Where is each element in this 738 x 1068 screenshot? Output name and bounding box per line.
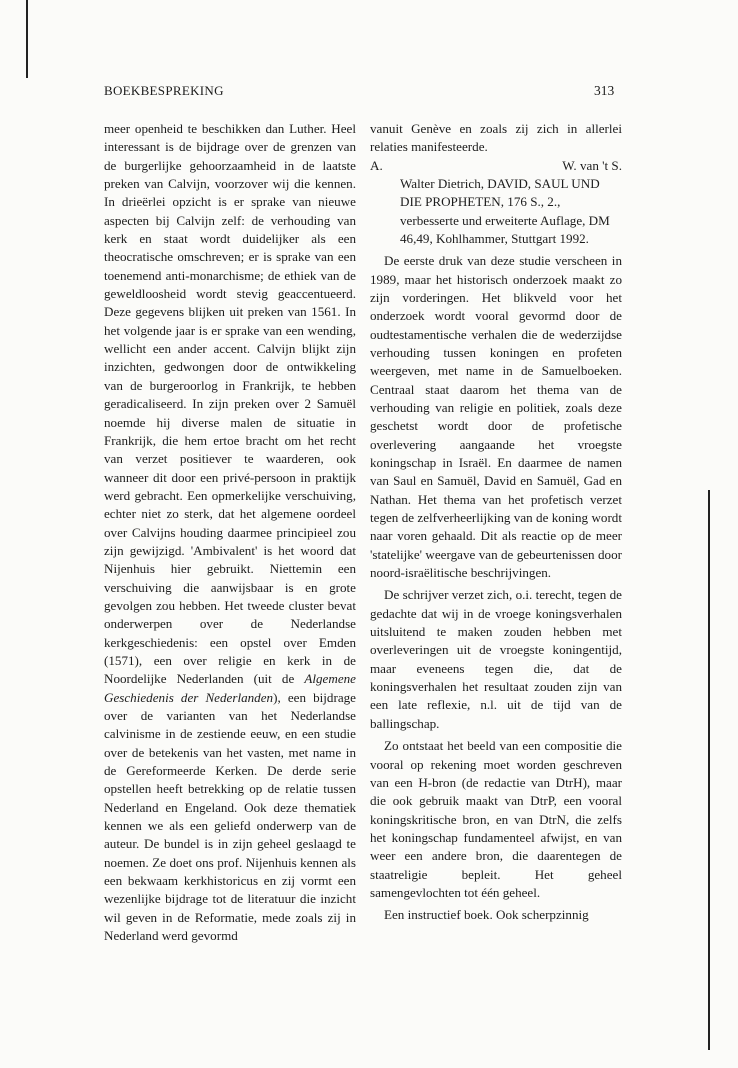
review-paragraph: Zo ontstaat het beeld van een compositie die vooral op rekening moet worden geschreven van een H-bron (de redactie van DtrH), maar die ook gebruik maakt van DtrP, een vooral koningskritische bron, en van DtrN, die zelfs het koningschap fundamenteel afwijst, en van weer een andere bron, die daarentegen de staatreligie bepleit. Het geheel samengevlochten tot één geheel. [370, 738, 622, 900]
page-edge-line [26, 0, 28, 78]
running-title: BOEKBESPREKING [104, 83, 224, 98]
signature-name: W. van 't S. [562, 157, 622, 173]
left-column [104, 120, 356, 945]
text-run: meer openheid te beschikken dan Luther. Heel interessant is de bijdrage over de grenzen van de burgerlijke gehoorzaamheid in de laatste preken van Calvijn, voorzover wij die kennen. In drieërlei opzicht is er sprake van nieuwe aspecten bij Calvijn zelf: de verhouding van kerk en staat wordt duidelijker als een theocratische omschreven; er is sprake van een toenemend anti-monarchisme; de ethiek van de geweldloosheid wordt stevig geaccentueerd. Deze gegevens blijken uit preken van 1561. In het volgende jaar is er sprake van een wending, wellicht een ander accent. Calvijn blijkt zijn inzichten, gedwongen door de ontwikkeling van de burgeroorlog in Frankrijk, te hebben geradicaliseerd. In zijn preken over 2 Samuël noemde hij diverse malen de situatie in Frankrijk, die hem ertoe bracht om het recht van verzet positiever te waarderen, ook wanneer dit door een privé-persoon in praktijk werd gebracht. Een opmerkelijke verschuiving, echter niet zo sterk, dat het algemene oordeel over Calvijns houding daarmee principieel zou zijn gewijzigd. 'Ambivalent' is het woord dat Nijenhuis hier gebruikt. Niettemin een verschuiving die aanwijsbaar is en grote gevolgen zou hebben. Het tweede cluster bevat onderwerpen over de Nederlandse kerkgeschiedenis: een opstel over Emden (1571), een over religie en kerk in de Noordelijke Nederlanden (uit de [104, 121, 356, 687]
binding-edge-line [708, 490, 710, 1050]
continuation-paragraph: vanuit Genève en zoals zij zich in allerlei relaties manifesteerde. [370, 121, 622, 155]
italic-title: Algemene Geschiedenis der Nederlanden [104, 671, 356, 705]
review-paragraph [104, 120, 356, 945]
review-signature [370, 157, 622, 175]
review-paragraph: De schrijver verzet zich, o.i. terecht, tegen de gedachte dat wij in de vroege koningsverhalen uitsluitend te maken zouden hebben met overleveringen uit de vroegste koningentijd, maar eveneens tegen die, dat de koningsverhalen het resultaat zouden zijn van een late reflexie, n.l. uit de tijd van de ballingschap. [370, 587, 622, 731]
review-paragraph: Een instructief boek. Ook scherpzinnig [384, 907, 589, 923]
review-paragraph: De eerste druk van deze studie verscheen in 1989, maar het historisch onderzoek maakt zo zijn vorderingen. Het blikveld voor het onderzoek wordt vooral gevormd door de oudtestamentische verhalen die de wederzijdse verhouding tussen koningen en profeten weergeven, met name in de Samuelboeken. Centraal staat daarom het thema van de verhouding van religie en politiek, zoals deze geschetst wordt door de profetische overlevering aangaande het vroegste koningschap in Israël. En daarmee de namen van Saul en Samuël, David en Samuël, Gad en Nathan. Het thema van het profetisch verzet tegen de zelfverheerlijking van de koning wordt naar voren gehaald. Dit als reactie op de meer 'statelijke' weergave van de gebeurtenissen door noord-israëlitische beschrijvingen. [370, 253, 622, 581]
signature-place: A. [370, 157, 383, 173]
text-run: ), een bijdrage over de varianten van het Nederlandse calvinisme in de zestiende eeuw, en een studie over de betekenis van het vasten, met name in de Gereformeerde Kerken. De derde serie opstellen heeft betrekking op de relatie tussen Nederland en Engeland. Ook deze thematiek kennen we als een geliefd onderwerp van de auteur. De bundel is in zijn geheel geslaagd te noemen. Ze doet ons prof. Nijenhuis kennen als een bekwaam kerkhistoricus en zij vormt een wezenlijke bijdrage tot de literatuur die inzicht wil geven in de Reformatie, mede zoals zij in Nederland werd gevormd [104, 689, 356, 944]
page-number: 313 [594, 83, 615, 98]
right-column [370, 120, 622, 925]
bibliographic-entry: Walter Dietrich, DAVID, SAUL UND DIE PROPHETEN, 176 S., 2., verbesserte und erweiterte Auflage, DM 46,49, Kohlhammer, Stuttgart 1992. [400, 176, 610, 246]
